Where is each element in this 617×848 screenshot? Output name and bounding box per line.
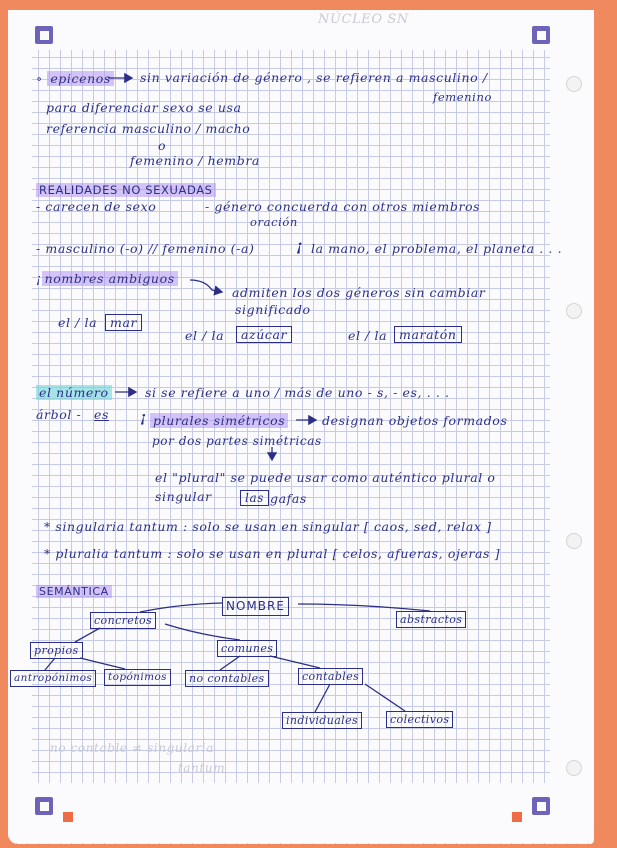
realidades-genero: - género concuerda con otros miembros: [205, 199, 481, 214]
node-concretos: concretos: [90, 612, 156, 629]
exclamation-icon: ¡: [140, 410, 147, 426]
plurales-term: plurales simétricos: [150, 413, 288, 428]
pluralia-tantum: * pluralia tantum : solo se usan en plural [ celos, afueras, ojeras ]: [44, 546, 501, 561]
epicenos-definition-end: femenino: [433, 90, 492, 104]
plural-line2: singular: [155, 489, 212, 504]
realidades-masc-fem: - masculino (-o) // femenino (-a): [36, 241, 255, 256]
plural-example-word: gafas: [270, 491, 307, 506]
numero-definition: si se refiere a uno / más de uno - s, - es, . . .: [145, 385, 450, 400]
node-antroponimos: antropónimos: [10, 670, 96, 687]
page-header-title: NÚCLEO SN: [318, 12, 409, 27]
plurales-line2: por dos partes simétricas: [152, 434, 322, 448]
plurales-definition: designan objetos formados: [322, 413, 508, 428]
realidades-heading: REALIDADES NO SEXUADAS: [36, 183, 216, 197]
epicenos-term: epicenos: [47, 71, 114, 86]
epicenos-definition: sin variación de género , se refieren a masculino /: [140, 70, 488, 85]
numero-term: el número: [36, 385, 112, 400]
ambiguos-ex3-article: el / la: [348, 328, 388, 343]
epicenos-line4: o: [158, 138, 167, 153]
bleed-through-line2: tantum: [178, 761, 226, 775]
epicenos-line5: femenino / hembra: [130, 153, 260, 168]
ambiguos-ex2-article: el / la: [185, 328, 225, 343]
bleed-through-line1: no contable ≠ singularia: [50, 741, 214, 755]
ambiguos-ex1-word: mar: [105, 314, 142, 331]
ambiguos-line2: significado: [235, 302, 311, 317]
node-abstractos: abstractos: [396, 611, 466, 628]
realidades-carecen: - carecen de sexo: [36, 199, 157, 214]
ambiguos-term: nombres ambiguos: [42, 271, 178, 286]
epicenos-bullet: ∘ epicenos: [36, 71, 114, 86]
realidades-oracion: oración: [250, 215, 298, 229]
node-no-contables: no contables: [185, 670, 269, 687]
numero-example-suffix: es: [94, 407, 110, 422]
plural-line1: el "plural" se puede usar como auténtico plural o: [155, 470, 496, 485]
ambiguos-ex1-article: el / la: [58, 315, 98, 330]
epicenos-line3: referencia masculino / macho: [46, 121, 251, 136]
plural-example-article: las: [240, 490, 269, 506]
semantica-heading: SEMÁNTICA: [36, 585, 112, 598]
node-contables: contables: [298, 668, 363, 685]
exclamation-icon: ¡: [296, 237, 304, 255]
ambiguos-ex2-word: azúcar: [236, 326, 292, 343]
singularia-tantum: * singularia tantum : solo se usan en singular [ caos, sed, relax ]: [44, 519, 492, 534]
node-comunes: comunes: [217, 640, 277, 657]
ambiguos-line1: admiten los dos géneros sin cambiar: [232, 285, 486, 300]
node-propios: propios: [30, 642, 83, 659]
ambiguos-bullet: ¡ nombres ambiguos: [36, 271, 178, 286]
node-individuales: individuales: [282, 712, 362, 729]
node-nombre: NOMBRE: [222, 597, 289, 616]
realidades-ejemplos: la mano, el problema, el planeta . . .: [311, 241, 563, 256]
epicenos-line2: para diferenciar sexo se usa: [46, 100, 242, 115]
numero-example-word: árbol -: [36, 407, 82, 422]
node-colectivos: colectivos: [386, 711, 453, 728]
ambiguos-ex3-word: maratón: [394, 326, 462, 343]
node-toponimos: topónimos: [104, 669, 171, 686]
